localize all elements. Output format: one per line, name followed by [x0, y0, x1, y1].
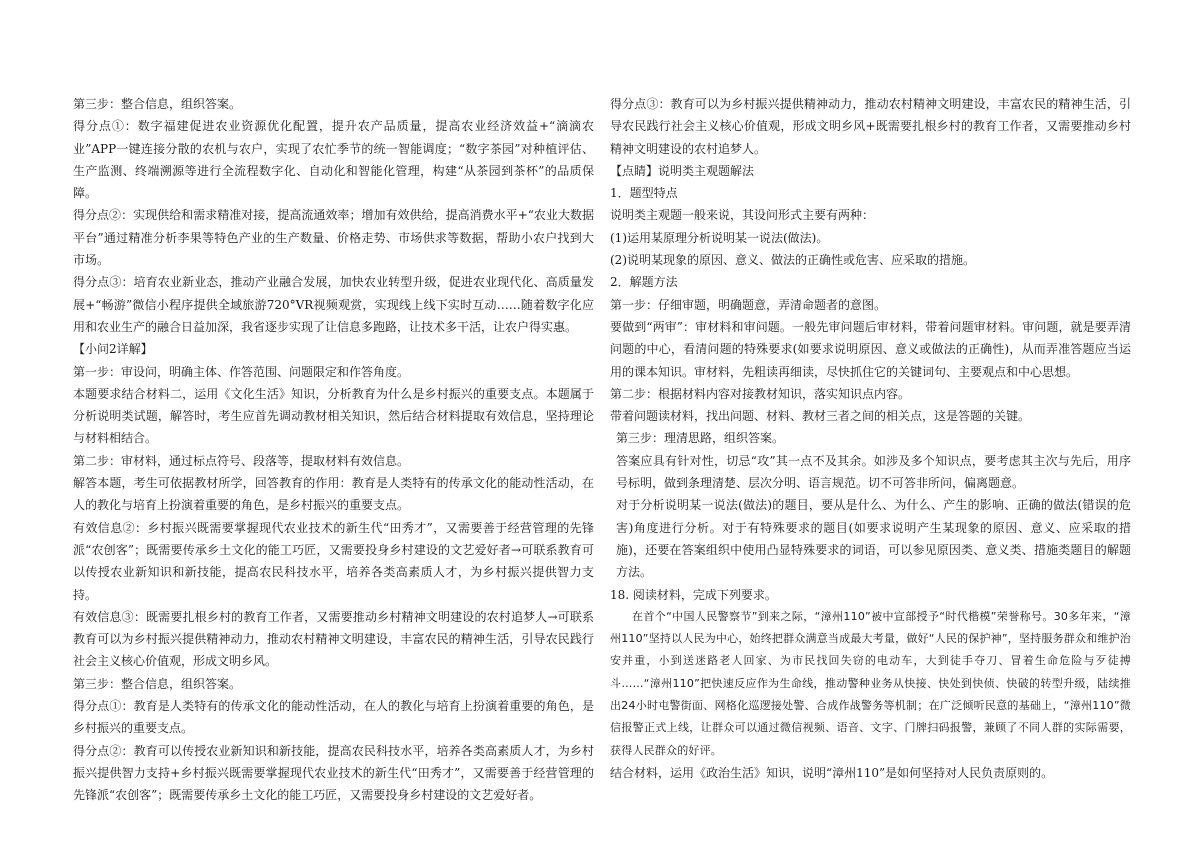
read-material-paragraph: 带着问题读材料，找出问题、材料、教材三者之间的相关点，这是答题的关键。 [610, 409, 1031, 424]
right-column [610, 93, 1131, 784]
question-form-intro: 说明类主观题一般来说，其设问形式主要有两种： [610, 208, 875, 223]
answer-requirement-paragraph: 答案应具有针对性，切忌“攻”其一点不及其余。如涉及多个知识点，要考虑其主次与先后，用序号标明，做到条理清楚、层次分明、语言规范。切不可答非所问，偏离题意。 [616, 453, 1131, 491]
question-form-2: (2)说明某现象的原因、意义、做法的正确性或危害、应采取的措施。 [610, 253, 976, 268]
question-form-1: (1)运用某原理分析说明某一说法(做法)。 [610, 230, 829, 245]
answer-point-3: 得分点③：教育可以为乡村振兴提供精神动力，推动农村精神文明建设，丰富农民的精神生活，引导农民践行社会主义核心价值观，形成文明乡风+既需要扎根乡村的教育工作者，又需要推动乡村精神文明建设的农村追梦人。 [610, 97, 1131, 156]
scoring-point-1: 得分点①：数字福建促进农业资源优化配置，提升农产品质量，提高农业经济效益+“滴滴农业”APP一键连接分散的农机与农户，实现了农忙季节的统一智能调度；“数字茶园”对种植评估、生产监测、终端溯源等进行全流程数字化、自动化和智能化管理，构建“从茶园到茶杯”的品质保障。 [73, 119, 594, 201]
two-reviews-paragraph: 要做到“两审”：审材料和审问题。一般先审问题后审材料，带着问题审材料。审问题，就是要弄清问题的中心，看清问题的特殊要求(如要求说明原因、意义或做法的正确性)，从而弄准答题应当运用的课本知识。审材料，先粗读再细读，尽快抓住它的关键词句、主要观点和中心思想。 [610, 319, 1131, 379]
left-column [73, 93, 594, 807]
answer-point-1: 得分点①：教育是人类特有的传承文化的能动性活动，在人的教化与培育上扮演着重要的角色，是乡村振兴的重要支点。 [73, 699, 594, 736]
method-step-three: 第三步：理清思路，组织答案。 [616, 431, 785, 446]
sub-question-2-heading: 【小问2详解】 [73, 342, 153, 357]
answer-point-2: 得分点②：教育可以传授农业新知识和新技能，提高农民科技水平，培养各类高素质人才，为乡村振兴提供智力支持+乡村振兴既需要掌握现代农业技术的新生代“田秀才”，又需要善于经营管理的先锋派“农创客”；既需要传承乡土文化的能工巧匠，又需要投身乡村建设的文艺爱好者。 [73, 743, 594, 803]
scoring-point-2: 得分点②：实现供给和需求精准对接，提高流通效率；增加有效供给，提高消费水平+“农业大数据平台”通过精准分析李果等特色产业的生产数量、价格走势、市场供求等数据，帮助小农户找到大市场。 [73, 208, 594, 268]
question-18-prompt: 结合材料，运用《政治生活》知识，说明“漳州110”是如何坚持对人民负责原则的。 [610, 765, 1054, 780]
answer-guidance-paragraph: 解答本题，考生可依据教材所学，回答教育的作用：教育是人类特有的传承文化的能动性活动，在人的教化与培育上扮演着重要的角色，是乡村振兴的重要支点。 [73, 476, 594, 513]
question-18-material: 在首个“中国人民警察节”到来之际，“漳州110”被中宣部授予“时代楷模”荣誉称号。30多年来，“漳州110”坚持以人民为中心，始终把群众满意当成最大考量，做好“人民的保护神”，坚持服务群众和维护治安并重，小到送迷路老人回家、为市民找回失窃的电动车，大到徒手夺刀、冒着生命危险与歹徒搏斗……“漳州110”把快速反应作为生命线，推动警种业务从快接、快处到快侦、快破的转型升级，陆续推出24小时屯警街面、网格化巡逻接处警、合成作战警务等机制；在广泛倾听民意的基础上，“漳州110”微信报警正式上线，让群众可以通过微信视频、语音、文字、门牌扫码报警，兼顾了不同人群的实际需要，获得人民群众的好评。 [610, 609, 1131, 757]
step-three-heading-2: 第三步：整合信息，组织答案。 [73, 676, 242, 691]
question-type-heading: 1．题型特点 [610, 186, 678, 201]
scoring-point-3: 得分点③：培育农业新业态，推动产业融合发展，加快农业转型升级，促进农业现代化、高质量发展+“畅游”微信小程序提供全域旅游720°VR视频观赏，实现线上线下实时互动……随着数字化应用和农业生产的融合日益加深，我省逐步实现了让信息多跑路，让技术多干活，让农户得实惠。 [73, 275, 594, 334]
method-step-two: 第二步：根据材料内容对接教材知识，落实知识点内容。 [610, 386, 911, 401]
step-one-paragraph: 第一步：审设问，明确主体、作答范围、问题限定和作答角度。 [73, 364, 410, 379]
question-18-heading: 18. 阅读材料，完成下列要求。 [610, 587, 777, 602]
method-heading: 2．解题方法 [610, 275, 678, 290]
step-three-heading: 第三步：整合信息，组织答案。 [73, 97, 242, 111]
step-two-paragraph: 第二步：审材料，通过标点符号、段落等，提取材料有效信息。 [73, 453, 410, 468]
analysis-guidance-paragraph: 对于分析说明某一说法(做法)的题目，要从是什么、为什么、产生的影响、正确的做法(错误的危害)角度进行分析。对于有特殊要求的题目(如要求说明产生某现象的原因、意义、应采取的措施)，还要在答案组织中使用凸显特殊要求的词语，可以参见原因类、意义类、措施类题目的解题方法。 [616, 498, 1131, 580]
tips-heading: 【点睛】说明类主观题解法 [610, 163, 755, 178]
effective-info-2: 有效信息②：乡村振兴既需要掌握现代农业技术的新生代“田秀才”，又需要善于经营管理的先锋派“农创客”；既需要传承乡土文化的能工巧匠，又需要投身乡村建设的文艺爱好者→可联系教育可以传授农业新知识和新技能，提高农民科技水平，培养各类高素质人才，为乡村振兴提供智力支持。 [73, 520, 594, 602]
effective-info-3: 有效信息③：既需要扎根乡村的教育工作者，又需要推动乡村精神文明建设的农村追梦人→可联系教育可以为乡村振兴提供精神动力，推动农村精神文明建设，丰富农民的精神生活，引导农民践行社会主义核心价值观，形成文明乡风。 [73, 609, 594, 669]
method-step-one: 第一步：仔细审题，明确题意，弄清命题者的意图。 [610, 297, 887, 312]
question-requirement-paragraph: 本题要求结合材料二，运用《文化生活》知识，分析教育为什么是乡村振兴的重要支点。本题属于分析说明类试题，解答时，考生应首先调动教材相关知识，然后结合材料提取有效信息，坚持理论与材料相结合。 [73, 386, 594, 446]
